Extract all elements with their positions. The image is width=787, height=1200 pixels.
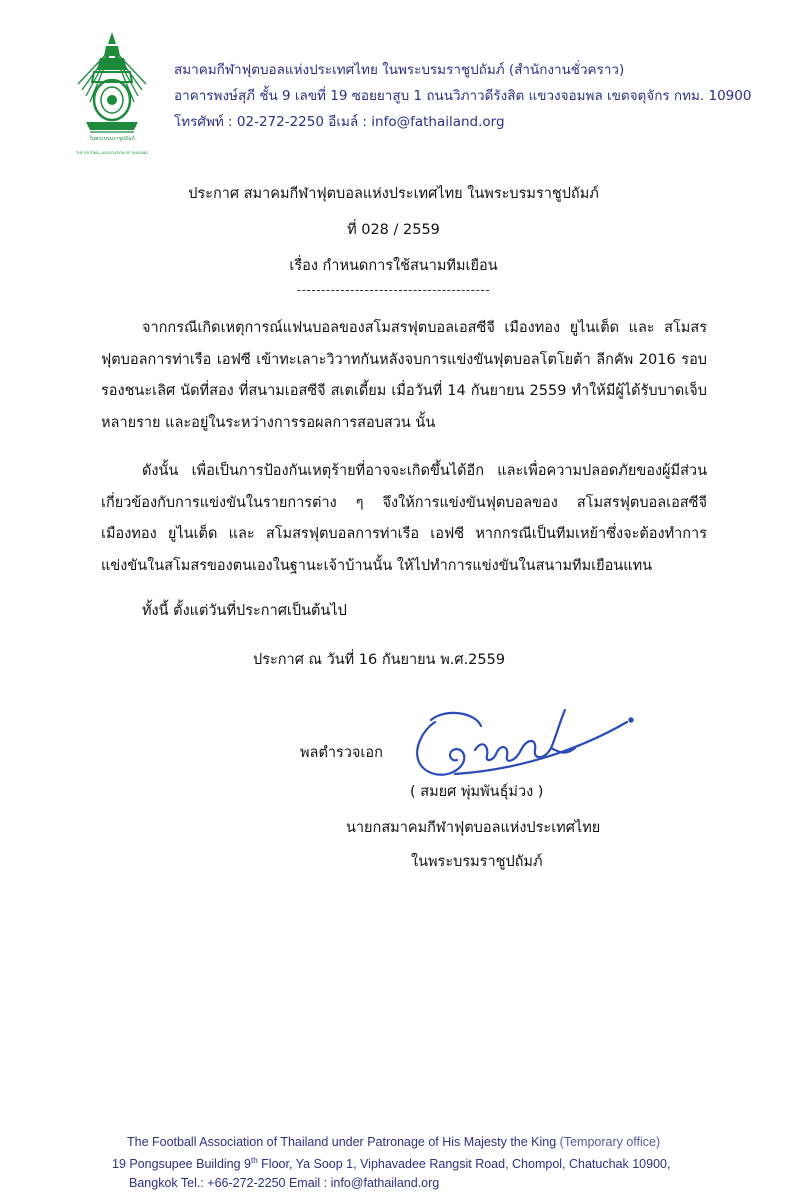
paragraph-incident: จากกรณีเกิดเหตุการณ์แฟนบอลของสโมสรฟุตบอลเอสซีจี เมืองทอง ยูไนเต็ด และ สโมสรฟุตบอลการท่าเรือ เอฟซี เข้าทะเลาะวิวาทกันหลังจบการแข่งขันฟุตบอลโตโยต้า ลีกคัพ 2016 รอบรองชนะเลิศ นัดที่สอง ที่สนามเอสซีจี สเตเดี้ยม เมื่อวันที่ 14 กันยายน 2559 ทำให้มีผู้ได้รับบาดเจ็บหลายราย และอยู่ในระหว่างการรอผลการสอบสวน นั้น [101, 320, 707, 431]
separator: ---------------------------------------- [296, 283, 491, 297]
signer-rank: พลตำรวจเอก [300, 745, 383, 761]
footer-org-name: The Football Association of Thailand under Patronage of His Majesty the King [127, 1135, 557, 1149]
paragraph-effective: ทั้งนี้ ตั้งแต่วันที่ประกาศเป็นต้นไป [142, 603, 347, 619]
declaration-date: ประกาศ ณ วันที่ 16 กันยายน พ.ศ.2559 [253, 652, 506, 668]
footer-address-a: 19 Pongsupee Building 9 [112, 1157, 252, 1172]
footer-address-line [112, 1156, 670, 1171]
signer-position: นายกสมาคมกีฬาฟุตบอลแห่งประเทศไทย [346, 820, 601, 836]
announcement-title: ประกาศ สมาคมกีฬาฟุตบอลแห่งประเทศไทย ในพระบรมราชูปถัมภ์ [188, 186, 599, 202]
signer-position-patronage: ในพระบรมราชูปถัมภ์ [411, 854, 543, 870]
org-name: สมาคมกีฬาฟุตบอลแห่งประเทศไทย ในพระบรมราชูปถัมภ์ (สำนักงานชั่วคราว) [174, 62, 625, 78]
footer-address-sup: th [251, 1156, 258, 1165]
footer-contact-line: Bangkok Tel.: +66-272-2250 Email : info@fathailand.org [129, 1176, 440, 1190]
announcement-subject: เรื่อง กำหนดการใช้สนามทีมเยือน [289, 258, 498, 274]
logo-caption-en: THE FOOTBALL ASSOCIATION OF THAILAND [76, 151, 148, 155]
announcement-number: ที่ 028 / 2559 [347, 222, 440, 238]
signer-name: ( สมยศ พุ่มพันธุ์ม่วง ) [410, 784, 544, 800]
footer-org-line [127, 1135, 660, 1149]
org-address: อาคารพงษ์สุภี ชั้น 9 เลขที่ 19 ซอยยาสูบ 1 ถนนวิภาวดีรังสิต แขวงจอมพล เขตจตุจักร กทม. 10900 [174, 88, 752, 104]
logo-caption-th: ในพระบรมราชูปถัมภ์ [89, 136, 135, 142]
footer-office-note: (Temporary office) [559, 1135, 661, 1149]
org-contact: โทรศัพท์ : 02-272-2250 อีเมล์ : info@fathailand.org [174, 114, 505, 130]
paragraph-decision: ดังนั้น เพื่อเป็นการป้องกันเหตุร้ายที่อาจจะเกิดขึ้นได้อีก และเพื่อความปลอดภัยของผู้มีส่วนเกี่ยวข้องกับการแข่งขันในรายการต่าง ๆ จึงให้การแข่งขันฟุตบอลของ สโมสรฟุตบอลเอสซีจี เมืองทอง ยูไนเต็ด และ สโมสรฟุตบอลการท่าเรือ เอฟซี หากกรณีเป็นทีมเหย้าซึ่งจะต้องทำการแข่งขันในสโมสรของตนเองในฐานะเจ้าบ้านนั้น ให้ไปทำการแข่งขันในสนามทีมเยือนแทน [101, 463, 707, 574]
footer-address-b: Floor, Ya Soop 1, Viphavadee Rangsit Road, Chompol, Chatuchak 10900, [257, 1157, 671, 1172]
fa-thailand-logo [72, 30, 152, 158]
